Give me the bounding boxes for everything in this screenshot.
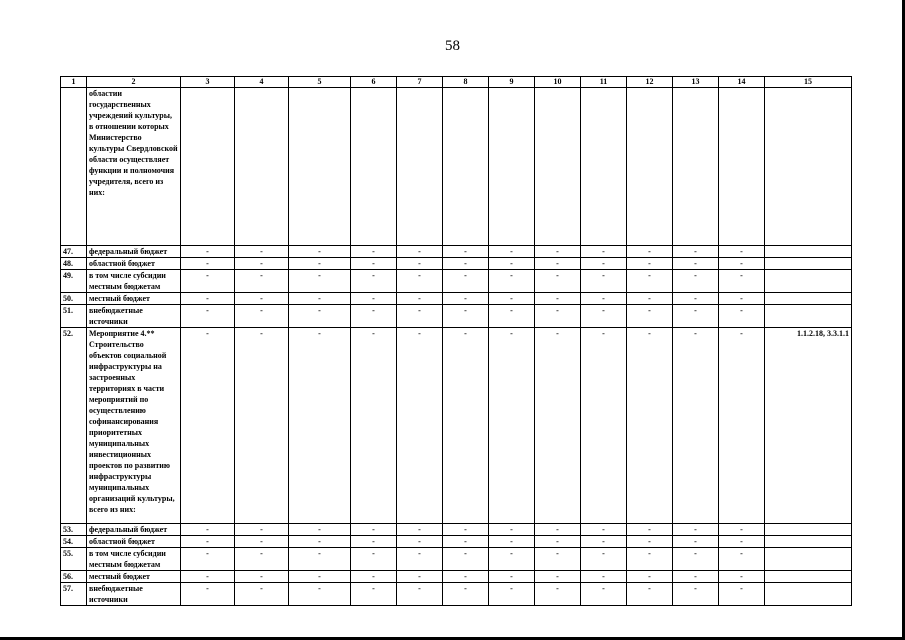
column-header-3: 3 xyxy=(181,77,235,88)
value-cell xyxy=(351,88,397,246)
value-cell: - xyxy=(235,258,289,270)
target-indicator-code xyxy=(765,258,852,270)
value-cell: - xyxy=(397,328,443,524)
value-cell: - xyxy=(489,305,535,328)
value-cell: - xyxy=(627,305,673,328)
value-cell: - xyxy=(719,571,765,583)
row-description: местный бюджет xyxy=(87,293,181,305)
row-description: областной бюджет xyxy=(87,258,181,270)
value-cell: - xyxy=(289,258,351,270)
column-header-7: 7 xyxy=(397,77,443,88)
value-cell: - xyxy=(289,328,351,524)
page-number: 58 xyxy=(445,38,460,54)
value-cell: - xyxy=(673,258,719,270)
table-row xyxy=(61,571,852,583)
value-cell: - xyxy=(535,305,581,328)
target-indicator-code: 1.1.2.18, 3.3.1.1 xyxy=(765,328,852,524)
row-description: областии государственных учреждений культуры, в отношении которых Министерство культуры Свердловской области осуществляет функции и полномочия учредителя, всего из них: xyxy=(87,88,181,246)
value-cell: - xyxy=(489,328,535,524)
value-cell: - xyxy=(351,328,397,524)
value-cell: - xyxy=(235,524,289,536)
value-cell: - xyxy=(289,293,351,305)
target-indicator-code xyxy=(765,293,852,305)
target-indicator-code xyxy=(765,583,852,606)
row-number: 50. xyxy=(61,293,87,305)
value-cell: - xyxy=(673,305,719,328)
target-indicator-code xyxy=(765,305,852,328)
table-header-row xyxy=(61,77,852,88)
value-cell: - xyxy=(397,246,443,258)
value-cell xyxy=(235,88,289,246)
value-cell: - xyxy=(489,524,535,536)
column-header-13: 13 xyxy=(673,77,719,88)
value-cell: - xyxy=(719,583,765,606)
value-cell xyxy=(489,88,535,246)
value-cell: - xyxy=(289,246,351,258)
value-cell xyxy=(289,88,351,246)
table-row xyxy=(61,270,852,293)
value-cell: - xyxy=(627,258,673,270)
value-cell: - xyxy=(289,524,351,536)
row-description: Мероприятие 4.** Строительство объектов социальной инфраструктуры на застроенных территориях в части мероприятий по осуществлению софинансирования приоритетных муниципальных инвестиционных проектов по развитию инфраструктуры муниципальных организаций культуры, всего из них: xyxy=(87,328,181,524)
row-description: федеральный бюджет xyxy=(87,524,181,536)
value-cell: - xyxy=(181,258,235,270)
value-cell: - xyxy=(535,293,581,305)
value-cell: - xyxy=(397,270,443,293)
table-row xyxy=(61,548,852,571)
column-header-2: 2 xyxy=(87,77,181,88)
value-cell: - xyxy=(489,536,535,548)
value-cell: - xyxy=(235,328,289,524)
row-number: 54. xyxy=(61,536,87,548)
table-row xyxy=(61,258,852,270)
value-cell: - xyxy=(351,571,397,583)
value-cell: - xyxy=(443,583,489,606)
table-row xyxy=(61,246,852,258)
value-cell: - xyxy=(397,258,443,270)
value-cell: - xyxy=(719,293,765,305)
value-cell: - xyxy=(673,548,719,571)
value-cell: - xyxy=(181,270,235,293)
value-cell: - xyxy=(235,548,289,571)
value-cell: - xyxy=(581,258,627,270)
value-cell: - xyxy=(719,246,765,258)
value-cell: - xyxy=(181,305,235,328)
value-cell: - xyxy=(581,246,627,258)
value-cell: - xyxy=(535,536,581,548)
value-cell: - xyxy=(719,270,765,293)
value-cell: - xyxy=(397,571,443,583)
value-cell: - xyxy=(181,548,235,571)
row-number: 57. xyxy=(61,583,87,606)
value-cell xyxy=(581,88,627,246)
value-cell: - xyxy=(627,524,673,536)
value-cell: - xyxy=(289,583,351,606)
value-cell: - xyxy=(443,270,489,293)
row-number: 51. xyxy=(61,305,87,328)
row-description: в том числе субсидии местным бюджетам xyxy=(87,270,181,293)
value-cell: - xyxy=(181,536,235,548)
value-cell: - xyxy=(489,571,535,583)
table-row xyxy=(61,88,852,246)
value-cell: - xyxy=(719,258,765,270)
row-number: 48. xyxy=(61,258,87,270)
value-cell xyxy=(627,88,673,246)
column-header-10: 10 xyxy=(535,77,581,88)
value-cell: - xyxy=(351,258,397,270)
value-cell xyxy=(397,88,443,246)
value-cell: - xyxy=(397,524,443,536)
target-indicator-code xyxy=(765,246,852,258)
row-number: 56. xyxy=(61,571,87,583)
value-cell: - xyxy=(489,583,535,606)
value-cell: - xyxy=(627,328,673,524)
value-cell: - xyxy=(443,246,489,258)
table-row xyxy=(61,536,852,548)
value-cell: - xyxy=(181,571,235,583)
value-cell: - xyxy=(581,536,627,548)
value-cell: - xyxy=(535,583,581,606)
value-cell: - xyxy=(535,270,581,293)
table-row xyxy=(61,328,852,524)
column-header-9: 9 xyxy=(489,77,535,88)
table-row xyxy=(61,305,852,328)
value-cell: - xyxy=(581,548,627,571)
value-cell: - xyxy=(235,246,289,258)
value-cell xyxy=(719,88,765,246)
value-cell: - xyxy=(489,548,535,571)
value-cell: - xyxy=(489,270,535,293)
target-indicator-code xyxy=(765,270,852,293)
value-cell: - xyxy=(535,246,581,258)
value-cell: - xyxy=(673,293,719,305)
value-cell: - xyxy=(627,293,673,305)
value-cell: - xyxy=(397,548,443,571)
value-cell: - xyxy=(673,270,719,293)
target-indicator-code xyxy=(765,524,852,536)
value-cell: - xyxy=(443,571,489,583)
value-cell: - xyxy=(673,536,719,548)
value-cell: - xyxy=(351,524,397,536)
value-cell: - xyxy=(443,293,489,305)
row-description: областной бюджет xyxy=(87,536,181,548)
value-cell: - xyxy=(235,305,289,328)
target-indicator-code xyxy=(765,536,852,548)
value-cell: - xyxy=(351,548,397,571)
value-cell xyxy=(673,88,719,246)
value-cell: - xyxy=(289,305,351,328)
value-cell xyxy=(535,88,581,246)
column-header-4: 4 xyxy=(235,77,289,88)
value-cell: - xyxy=(627,536,673,548)
value-cell: - xyxy=(181,293,235,305)
value-cell: - xyxy=(535,258,581,270)
value-cell: - xyxy=(627,583,673,606)
value-cell: - xyxy=(289,536,351,548)
value-cell: - xyxy=(627,571,673,583)
value-cell: - xyxy=(719,536,765,548)
row-number: 49. xyxy=(61,270,87,293)
value-cell: - xyxy=(581,571,627,583)
target-indicator-code xyxy=(765,548,852,571)
value-cell: - xyxy=(535,328,581,524)
value-cell: - xyxy=(351,536,397,548)
row-description: федеральный бюджет xyxy=(87,246,181,258)
value-cell: - xyxy=(351,293,397,305)
value-cell: - xyxy=(673,583,719,606)
table-row xyxy=(61,583,852,606)
value-cell: - xyxy=(673,328,719,524)
value-cell: - xyxy=(489,258,535,270)
value-cell: - xyxy=(181,524,235,536)
column-header-15: 15 xyxy=(765,77,852,88)
value-cell: - xyxy=(719,328,765,524)
value-cell: - xyxy=(673,571,719,583)
value-cell: - xyxy=(489,293,535,305)
row-description: внебюджетные источники xyxy=(87,583,181,606)
target-indicator-code xyxy=(765,88,852,246)
column-header-12: 12 xyxy=(627,77,673,88)
column-header-8: 8 xyxy=(443,77,489,88)
target-indicator-code xyxy=(765,571,852,583)
row-description: в том числе субсидии местным бюджетам xyxy=(87,548,181,571)
row-number: 53. xyxy=(61,524,87,536)
value-cell: - xyxy=(581,270,627,293)
value-cell xyxy=(181,88,235,246)
table-row xyxy=(61,524,852,536)
column-header-1: 1 xyxy=(61,77,87,88)
value-cell: - xyxy=(673,246,719,258)
value-cell: - xyxy=(443,536,489,548)
value-cell: - xyxy=(181,583,235,606)
data-table xyxy=(60,76,852,606)
value-cell: - xyxy=(673,524,719,536)
value-cell: - xyxy=(289,270,351,293)
row-number: 47. xyxy=(61,246,87,258)
value-cell: - xyxy=(235,571,289,583)
value-cell xyxy=(443,88,489,246)
value-cell: - xyxy=(181,246,235,258)
value-cell: - xyxy=(443,258,489,270)
value-cell: - xyxy=(535,548,581,571)
row-description: местный бюджет xyxy=(87,571,181,583)
value-cell: - xyxy=(581,305,627,328)
value-cell: - xyxy=(351,583,397,606)
value-cell: - xyxy=(351,246,397,258)
value-cell: - xyxy=(443,328,489,524)
value-cell: - xyxy=(235,293,289,305)
row-number xyxy=(61,88,87,246)
row-number: 55. xyxy=(61,548,87,571)
row-description: внебюджетные источники xyxy=(87,305,181,328)
value-cell: - xyxy=(397,293,443,305)
value-cell: - xyxy=(535,571,581,583)
value-cell: - xyxy=(627,246,673,258)
value-cell: - xyxy=(397,583,443,606)
row-number: 52. xyxy=(61,328,87,524)
value-cell: - xyxy=(397,536,443,548)
value-cell: - xyxy=(489,246,535,258)
column-header-6: 6 xyxy=(351,77,397,88)
column-header-14: 14 xyxy=(719,77,765,88)
value-cell: - xyxy=(289,548,351,571)
value-cell: - xyxy=(443,548,489,571)
value-cell: - xyxy=(719,305,765,328)
value-cell: - xyxy=(351,305,397,328)
value-cell: - xyxy=(581,328,627,524)
value-cell: - xyxy=(443,305,489,328)
value-cell: - xyxy=(443,524,489,536)
value-cell: - xyxy=(719,548,765,571)
value-cell: - xyxy=(289,571,351,583)
value-cell: - xyxy=(627,270,673,293)
value-cell: - xyxy=(535,524,581,536)
value-cell: - xyxy=(235,536,289,548)
value-cell: - xyxy=(397,305,443,328)
value-cell: - xyxy=(581,583,627,606)
value-cell: - xyxy=(181,328,235,524)
value-cell: - xyxy=(235,583,289,606)
column-header-11: 11 xyxy=(581,77,627,88)
value-cell: - xyxy=(627,548,673,571)
value-cell: - xyxy=(351,270,397,293)
value-cell: - xyxy=(235,270,289,293)
value-cell: - xyxy=(581,524,627,536)
column-header-5: 5 xyxy=(289,77,351,88)
value-cell: - xyxy=(581,293,627,305)
value-cell: - xyxy=(719,524,765,536)
table-row xyxy=(61,293,852,305)
